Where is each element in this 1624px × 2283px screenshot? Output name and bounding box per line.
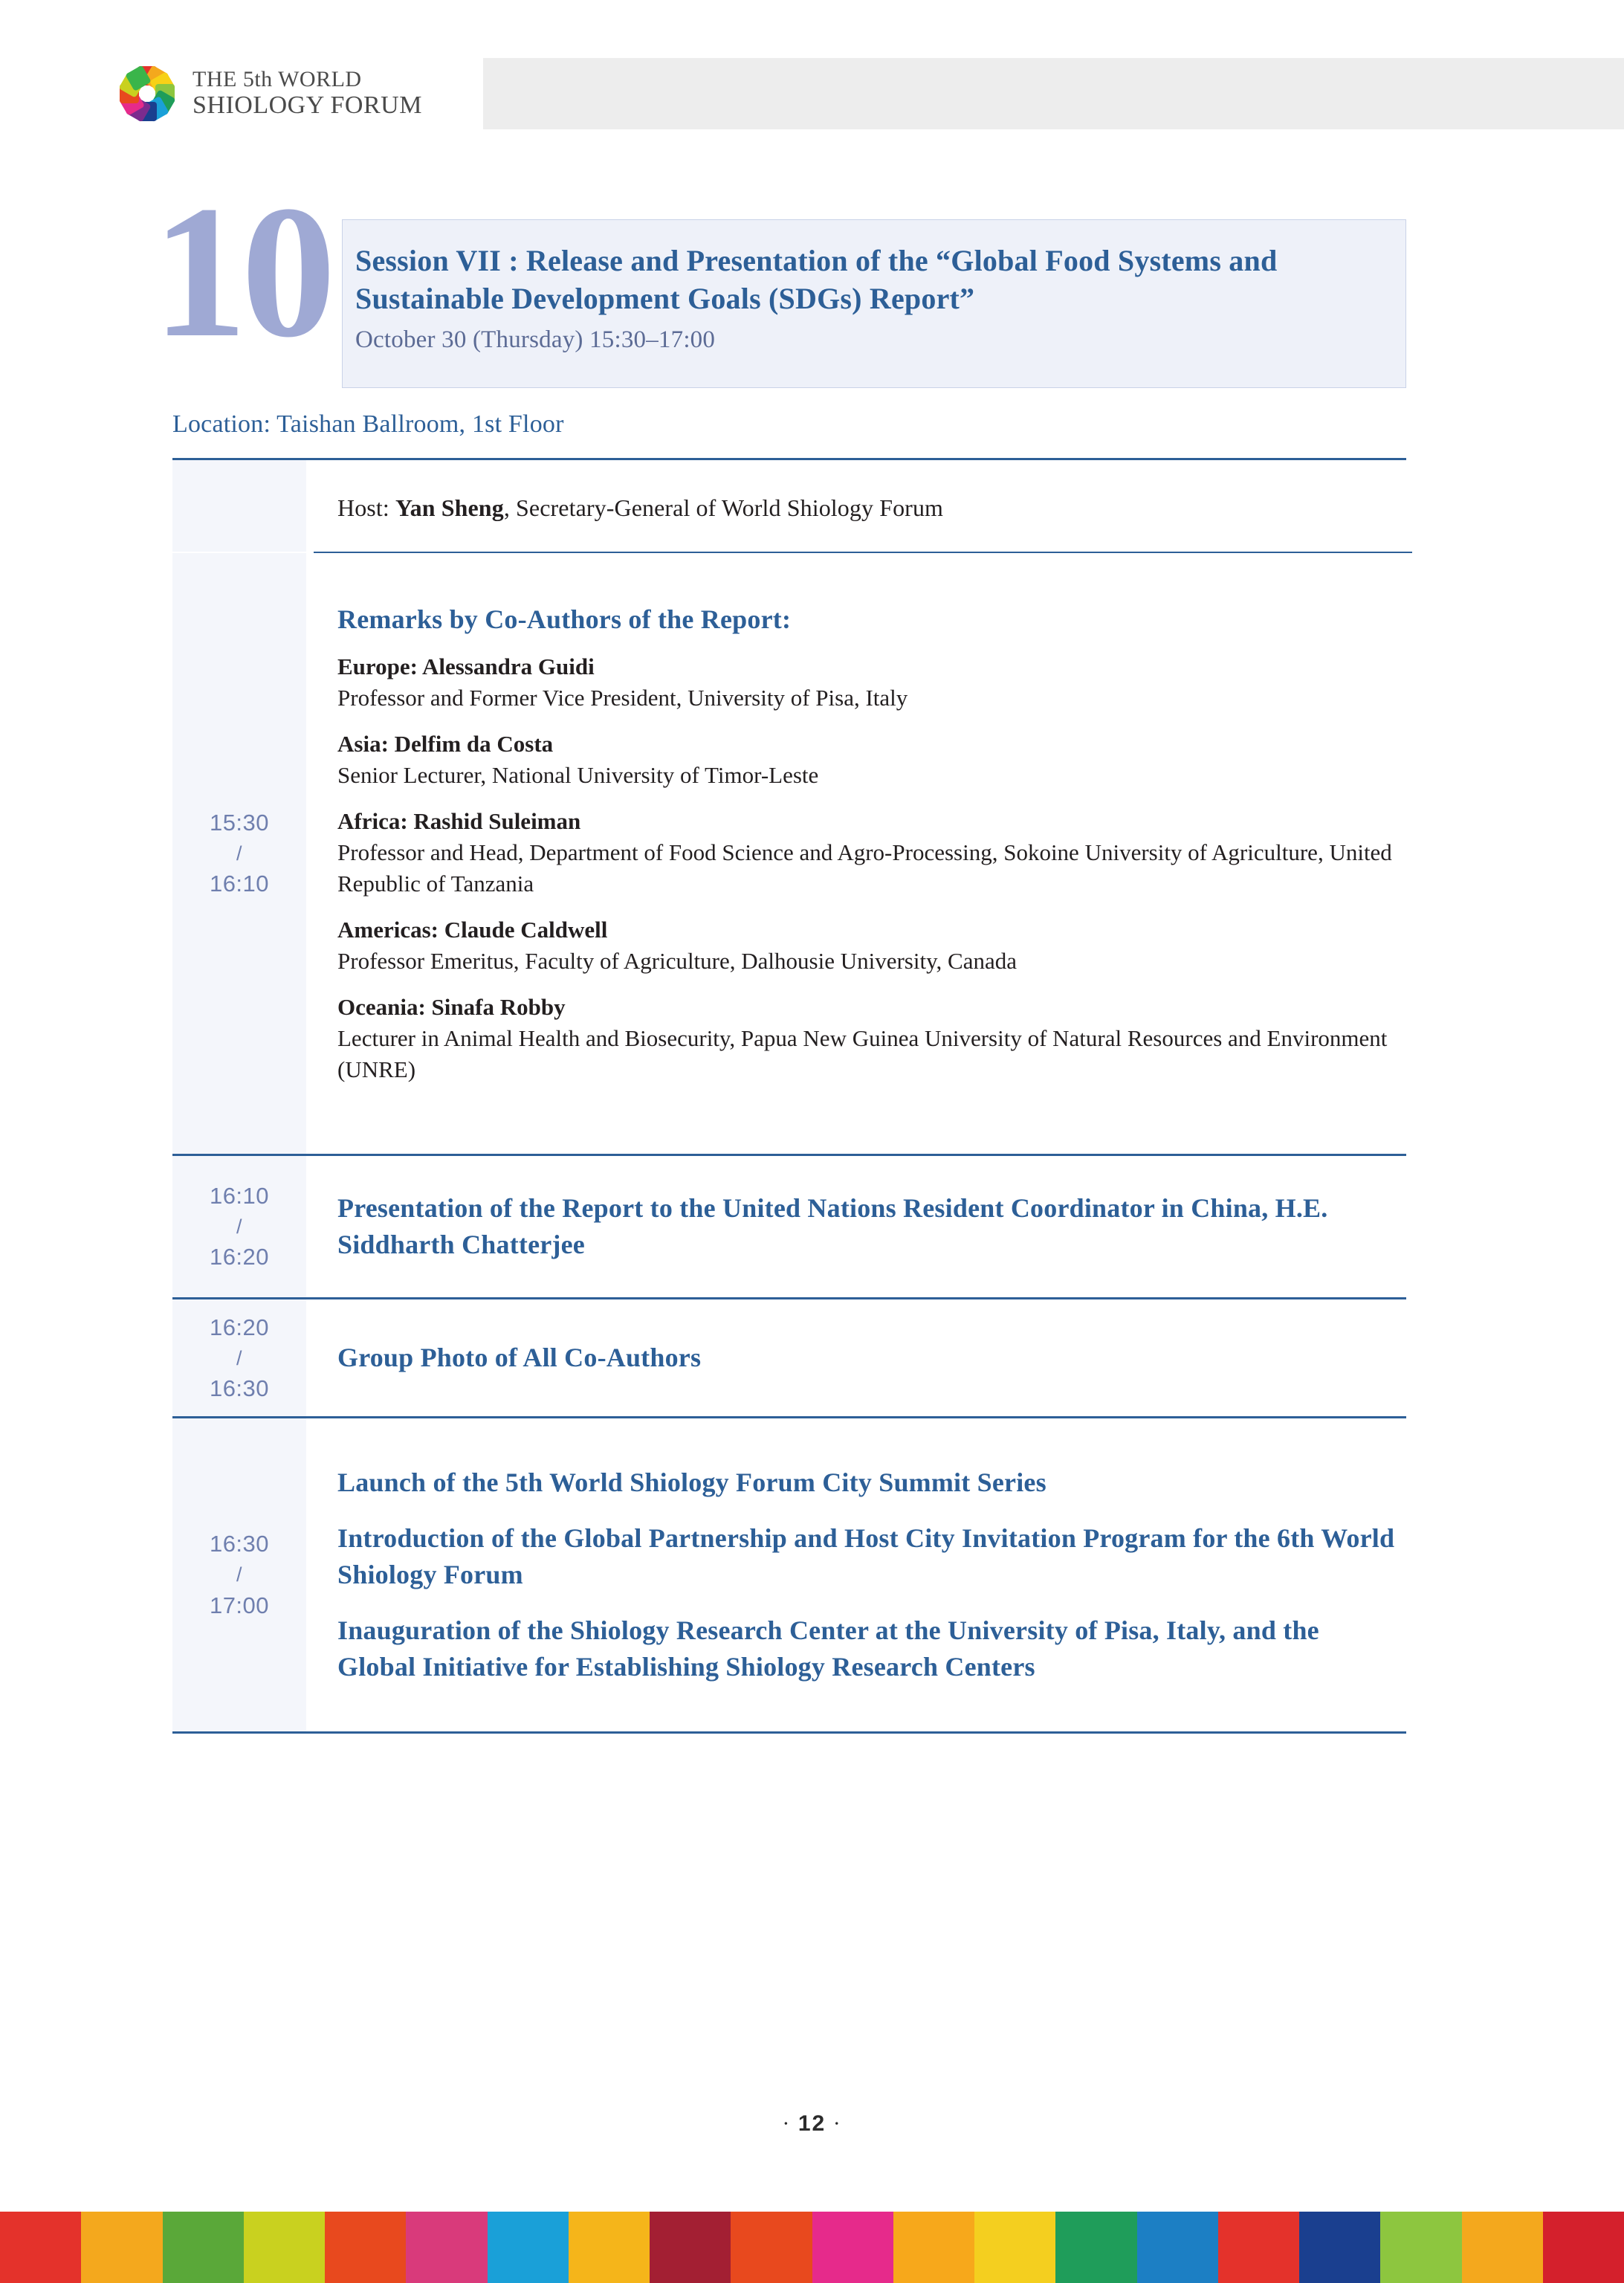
forum-logo xyxy=(115,58,436,129)
color-bar-segment xyxy=(1137,2212,1218,2283)
color-bar-segment xyxy=(488,2212,569,2283)
page-number xyxy=(0,2111,1624,2137)
color-bar-segment xyxy=(244,2212,325,2283)
color-bar-segment xyxy=(325,2212,406,2283)
time-end-3: 16:30 xyxy=(209,1375,270,1401)
remarks-heading: Remarks by Co-Authors of the Report: xyxy=(337,604,792,634)
launch-heading-1: Launch of the 5th World Shiology Forum City Summit Series xyxy=(337,1467,1046,1498)
color-bar-segment xyxy=(81,2212,162,2283)
remarks-cell xyxy=(306,553,1406,1154)
table-row-host xyxy=(172,460,1406,552)
report-heading: Presentation of the Report to the United Nations Resident Coordinator in China, H.E. Siddharth Chatterjee xyxy=(337,1193,1328,1260)
footer-color-bar xyxy=(0,2212,1624,2283)
co-author-name: Africa: Rashid Suleiman xyxy=(337,808,581,834)
color-bar-segment xyxy=(1299,2212,1380,2283)
time-end-4: 17:00 xyxy=(209,1592,270,1618)
host-suffix: , Secretary-General of World Shiology Forum xyxy=(503,494,944,521)
host-name: Yan Sheng xyxy=(395,494,504,521)
co-author-americas xyxy=(337,914,1399,977)
time-cell-3 xyxy=(172,1299,306,1416)
time-slash-3: / xyxy=(236,1346,242,1369)
color-bar-segment xyxy=(974,2212,1055,2283)
co-author-name: Asia: Delfim da Costa xyxy=(337,731,554,757)
color-bar-segment xyxy=(569,2212,650,2283)
session-datetime: October 30 (Thursday) 15:30–17:00 xyxy=(355,326,716,354)
color-bar-segment xyxy=(1218,2212,1299,2283)
table-row-launch xyxy=(172,1418,1406,1731)
page-number-value: 12 xyxy=(798,2111,826,2136)
time-end-1: 16:10 xyxy=(209,871,270,897)
table-row-report-presentation xyxy=(172,1156,1406,1297)
program-table xyxy=(172,458,1406,1734)
session-number: 10 xyxy=(152,167,330,377)
time-slash-1: / xyxy=(236,842,242,865)
group-photo-heading: Group Photo of All Co-Authors xyxy=(337,1343,702,1373)
time-start-4: 16:30 xyxy=(209,1531,270,1557)
time-start-1: 15:30 xyxy=(209,809,270,836)
group-photo-cell xyxy=(306,1299,1406,1416)
color-bar-segment xyxy=(1462,2212,1543,2283)
co-author-affiliation: Senior Lecturer, National University of Timor-Leste xyxy=(337,761,819,788)
time-end-2: 16:20 xyxy=(209,1244,270,1270)
color-bar-segment xyxy=(1380,2212,1461,2283)
header-gray-bar xyxy=(483,58,1624,129)
page-header xyxy=(0,58,1624,129)
co-author-affiliation: Professor Emeritus, Faculty of Agriculture, Dalhousie University, Canada xyxy=(337,948,1018,974)
time-cell-1 xyxy=(172,553,306,1154)
co-author-africa xyxy=(337,806,1399,900)
logo-line-1: THE 5th WORLD xyxy=(193,67,362,92)
row-divider xyxy=(172,1731,1406,1734)
color-bar-segment xyxy=(1055,2212,1136,2283)
time-slash-4: / xyxy=(236,1563,242,1586)
color-bar-segment xyxy=(812,2212,893,2283)
logo-wordmark xyxy=(193,68,422,119)
table-row-remarks xyxy=(172,553,1406,1154)
launch-cell xyxy=(306,1418,1406,1731)
co-author-oceania xyxy=(337,992,1399,1085)
co-author-name: Americas: Claude Caldwell xyxy=(337,917,608,943)
color-bar-segment xyxy=(893,2212,974,2283)
co-author-asia xyxy=(337,729,1399,791)
host-cell xyxy=(306,460,1406,552)
color-bar-segment xyxy=(406,2212,487,2283)
session-title: Session VII : Release and Presentation of the “Global Food Systems and Sustainable Development Goals (SDGs) Report” xyxy=(355,244,1278,316)
report-cell xyxy=(306,1156,1406,1297)
time-cell-2 xyxy=(172,1156,306,1297)
co-author-affiliation: Lecturer in Animal Health and Biosecurity, Papua New Guinea University of Natural Resources and Environment (UNRE) xyxy=(337,1025,1388,1083)
co-author-name: Oceania: Sinafa Robby xyxy=(337,994,566,1021)
color-bar-segment xyxy=(731,2212,812,2283)
color-bar-segment xyxy=(650,2212,731,2283)
time-start-2: 16:10 xyxy=(209,1183,270,1210)
launch-heading-3: Inauguration of the Shiology Research Center at the University of Pisa, Italy, and the Global Initiative for Establishing Shiology Research Centers xyxy=(337,1615,1319,1682)
time-cell-4 xyxy=(172,1418,306,1731)
co-author-affiliation: Professor and Head, Department of Food Science and Agro-Processing, Sokoine University of Agriculture, United Republic of Tanzania xyxy=(337,839,1392,897)
table-row-group-photo xyxy=(172,1299,1406,1416)
co-author-affiliation: Professor and Former Vice President, University of Pisa, Italy xyxy=(337,684,908,711)
color-bar-segment xyxy=(163,2212,244,2283)
co-author-name: Europe: Alessandra Guidi xyxy=(337,653,595,679)
time-cell-empty xyxy=(172,460,306,552)
co-author-europe xyxy=(337,651,1399,714)
session-banner-text xyxy=(355,242,1396,354)
logo-line-2: SHIOLOGY FORUM xyxy=(193,91,422,119)
time-start-3: 16:20 xyxy=(209,1314,270,1340)
session-location: Location: Taishan Ballroom, 1st Floor xyxy=(172,410,564,438)
page-suffix: · xyxy=(832,2111,842,2136)
host-line xyxy=(337,494,1399,522)
color-bar-segment xyxy=(0,2212,81,2283)
page-prefix: · xyxy=(782,2111,792,2136)
color-bar-segment xyxy=(1543,2212,1624,2283)
host-prefix: Host: xyxy=(337,494,395,521)
launch-heading-2: Introduction of the Global Partnership and Host City Invitation Program for the 6th World Shiology Forum xyxy=(337,1523,1395,1590)
time-slash-2: / xyxy=(236,1215,242,1239)
color-wheel-logo-icon xyxy=(115,62,179,126)
